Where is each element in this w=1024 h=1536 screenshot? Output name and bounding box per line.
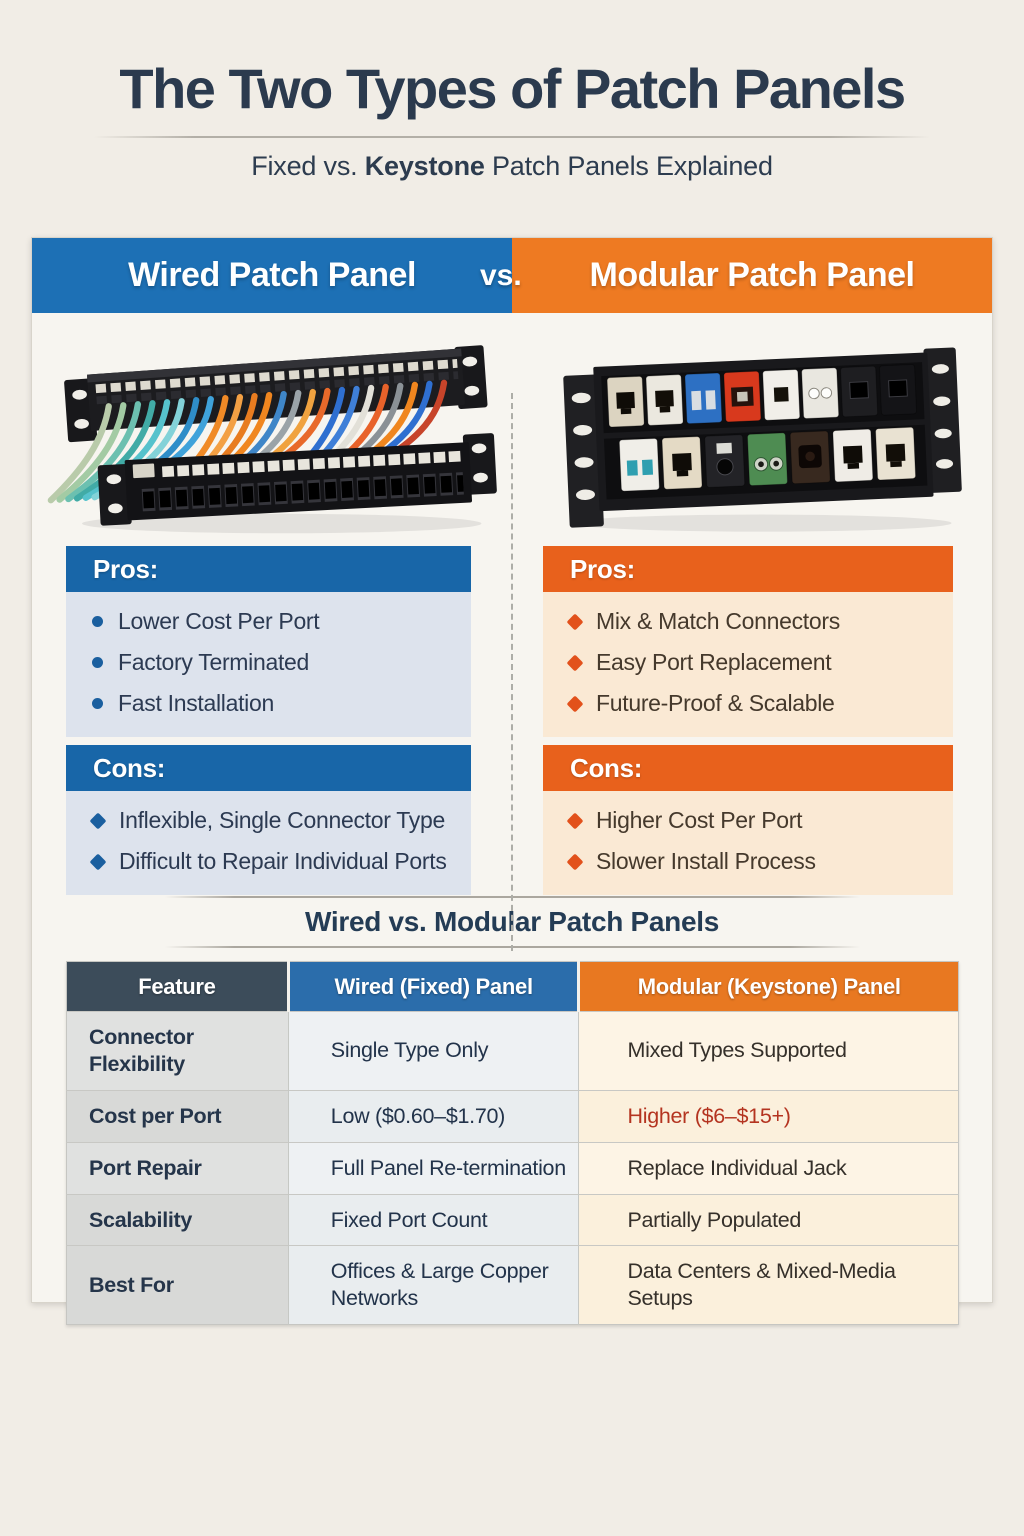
modular-photo-col	[512, 313, 992, 546]
modular-pros-body	[543, 592, 953, 737]
bullet-item	[569, 601, 945, 642]
bullet-text: Factory Terminated	[118, 649, 310, 676]
bullet-text: Future-Proof & Scalable	[596, 690, 835, 717]
comparison-table-row	[67, 1194, 959, 1246]
wired-cons-header: Cons:	[66, 745, 471, 791]
page-title: The Two Types of Patch Panels	[119, 57, 905, 120]
bullet-text: Difficult to Repair Individual Ports	[119, 848, 447, 875]
wired-banner: Wired Patch Panel	[32, 238, 512, 313]
modular-pros-header: Pros:	[543, 546, 953, 592]
comparison-table-row	[67, 1246, 959, 1325]
wired-photo-col	[32, 313, 512, 546]
modular-cons-list	[569, 800, 945, 882]
modular-value-cell: Higher ($6–$15+)	[579, 1090, 959, 1142]
wired-cons-box	[66, 745, 471, 895]
modular-banner: Modular Patch Panel	[512, 238, 992, 313]
page-header	[0, 0, 1024, 182]
circle-bullet-icon	[92, 657, 103, 668]
photo-strip	[32, 313, 992, 546]
keystone-panel	[563, 347, 963, 527]
diamond-bullet-icon	[90, 853, 107, 870]
vs-label: vs.	[480, 259, 522, 292]
wired-value-cell: Full Panel Re-termination	[288, 1142, 579, 1194]
header-modular-panel: Modular (Keystone) Panel	[579, 962, 959, 1012]
subtitle-keystone: Keystone	[364, 150, 485, 181]
wired-cons-body	[66, 791, 471, 895]
diamond-bullet-icon	[567, 812, 584, 829]
subtitle-prefix: Fixed vs.	[251, 150, 365, 181]
modular-value-cell: Mixed Types Supported	[579, 1012, 959, 1091]
modular-cons-header: Cons:	[543, 745, 953, 791]
bullet-item	[92, 841, 463, 882]
wired-column	[66, 546, 471, 876]
modular-cons-body	[543, 791, 953, 895]
bullet-text: Lower Cost Per Port	[118, 608, 320, 634]
feature-cell: Best For	[67, 1246, 289, 1325]
bullet-text: Fast Installation	[118, 690, 274, 717]
modular-pros-box	[543, 546, 953, 737]
comparison-table-header-row	[67, 962, 959, 1012]
comparison-table-row	[67, 1012, 959, 1091]
modular-pros-list	[569, 601, 945, 724]
modular-panel-photo	[524, 317, 980, 543]
wired-pros-list	[92, 601, 463, 724]
diamond-bullet-icon	[567, 613, 584, 630]
page-subtitle	[0, 151, 1024, 182]
comparison-table	[66, 961, 959, 1325]
bullet-item	[569, 683, 945, 724]
bullet-text: Inflexible, Single Connector Type	[119, 807, 445, 834]
modular-value-cell: Partially Populated	[579, 1194, 959, 1246]
bullet-text: Slower Install Process	[596, 848, 816, 875]
feature-cell: Scalability	[67, 1194, 289, 1246]
modular-value-cell: Data Centers & Mixed-Media Setups	[579, 1246, 959, 1325]
header-wired-panel: Wired (Fixed) Panel	[288, 962, 579, 1012]
circle-bullet-icon	[92, 698, 103, 709]
comparison-table-title: Wired vs. Modular Patch Panels	[305, 906, 719, 937]
wired-cons-list	[92, 800, 463, 882]
wired-pros-header: Pros:	[66, 546, 471, 592]
subtitle-suffix: Patch Panels Explained	[484, 150, 773, 181]
comparison-card	[31, 237, 993, 1311]
bullet-item	[569, 841, 945, 882]
wired-pros-body	[66, 592, 471, 737]
circle-bullet-icon	[92, 616, 103, 627]
diamond-bullet-icon	[567, 695, 584, 712]
wired-value-cell: Low ($0.60–$1.70)	[288, 1090, 579, 1142]
bullet-item	[92, 683, 463, 724]
wired-value-cell: Offices & Large Copper Networks	[288, 1246, 579, 1325]
bullet-text: Mix & Match Connectors	[596, 608, 840, 634]
comparison-table-body	[67, 1012, 959, 1325]
header-feature: Feature	[67, 962, 289, 1012]
bullet-text: Easy Port Replacement	[596, 649, 832, 676]
diamond-bullet-icon	[567, 654, 584, 671]
comparison-table-row	[67, 1090, 959, 1142]
column-divider	[511, 393, 513, 951]
feature-cell: Connector Flexibility	[67, 1012, 289, 1091]
vs-banner	[32, 238, 992, 313]
wired-panel-photo	[38, 317, 506, 543]
diamond-bullet-icon	[90, 812, 107, 829]
bullet-text: Higher Cost Per Port	[596, 807, 803, 834]
feature-cell: Cost per Port	[67, 1090, 289, 1142]
wired-value-cell: Single Type Only	[288, 1012, 579, 1091]
bullet-item	[569, 800, 945, 841]
feature-cell: Port Repair	[67, 1142, 289, 1194]
modular-value-cell: Replace Individual Jack	[579, 1142, 959, 1194]
wired-pros-box	[66, 546, 471, 737]
bullet-item	[569, 642, 945, 683]
comparison-table-row	[67, 1142, 959, 1194]
bullet-item	[92, 642, 463, 683]
modular-cons-box	[543, 745, 953, 895]
bullet-item	[92, 601, 463, 642]
modular-column	[543, 546, 953, 876]
wired-value-cell: Fixed Port Count	[288, 1194, 579, 1246]
bullet-item	[92, 800, 463, 841]
diamond-bullet-icon	[567, 853, 584, 870]
title-divider	[94, 136, 930, 138]
